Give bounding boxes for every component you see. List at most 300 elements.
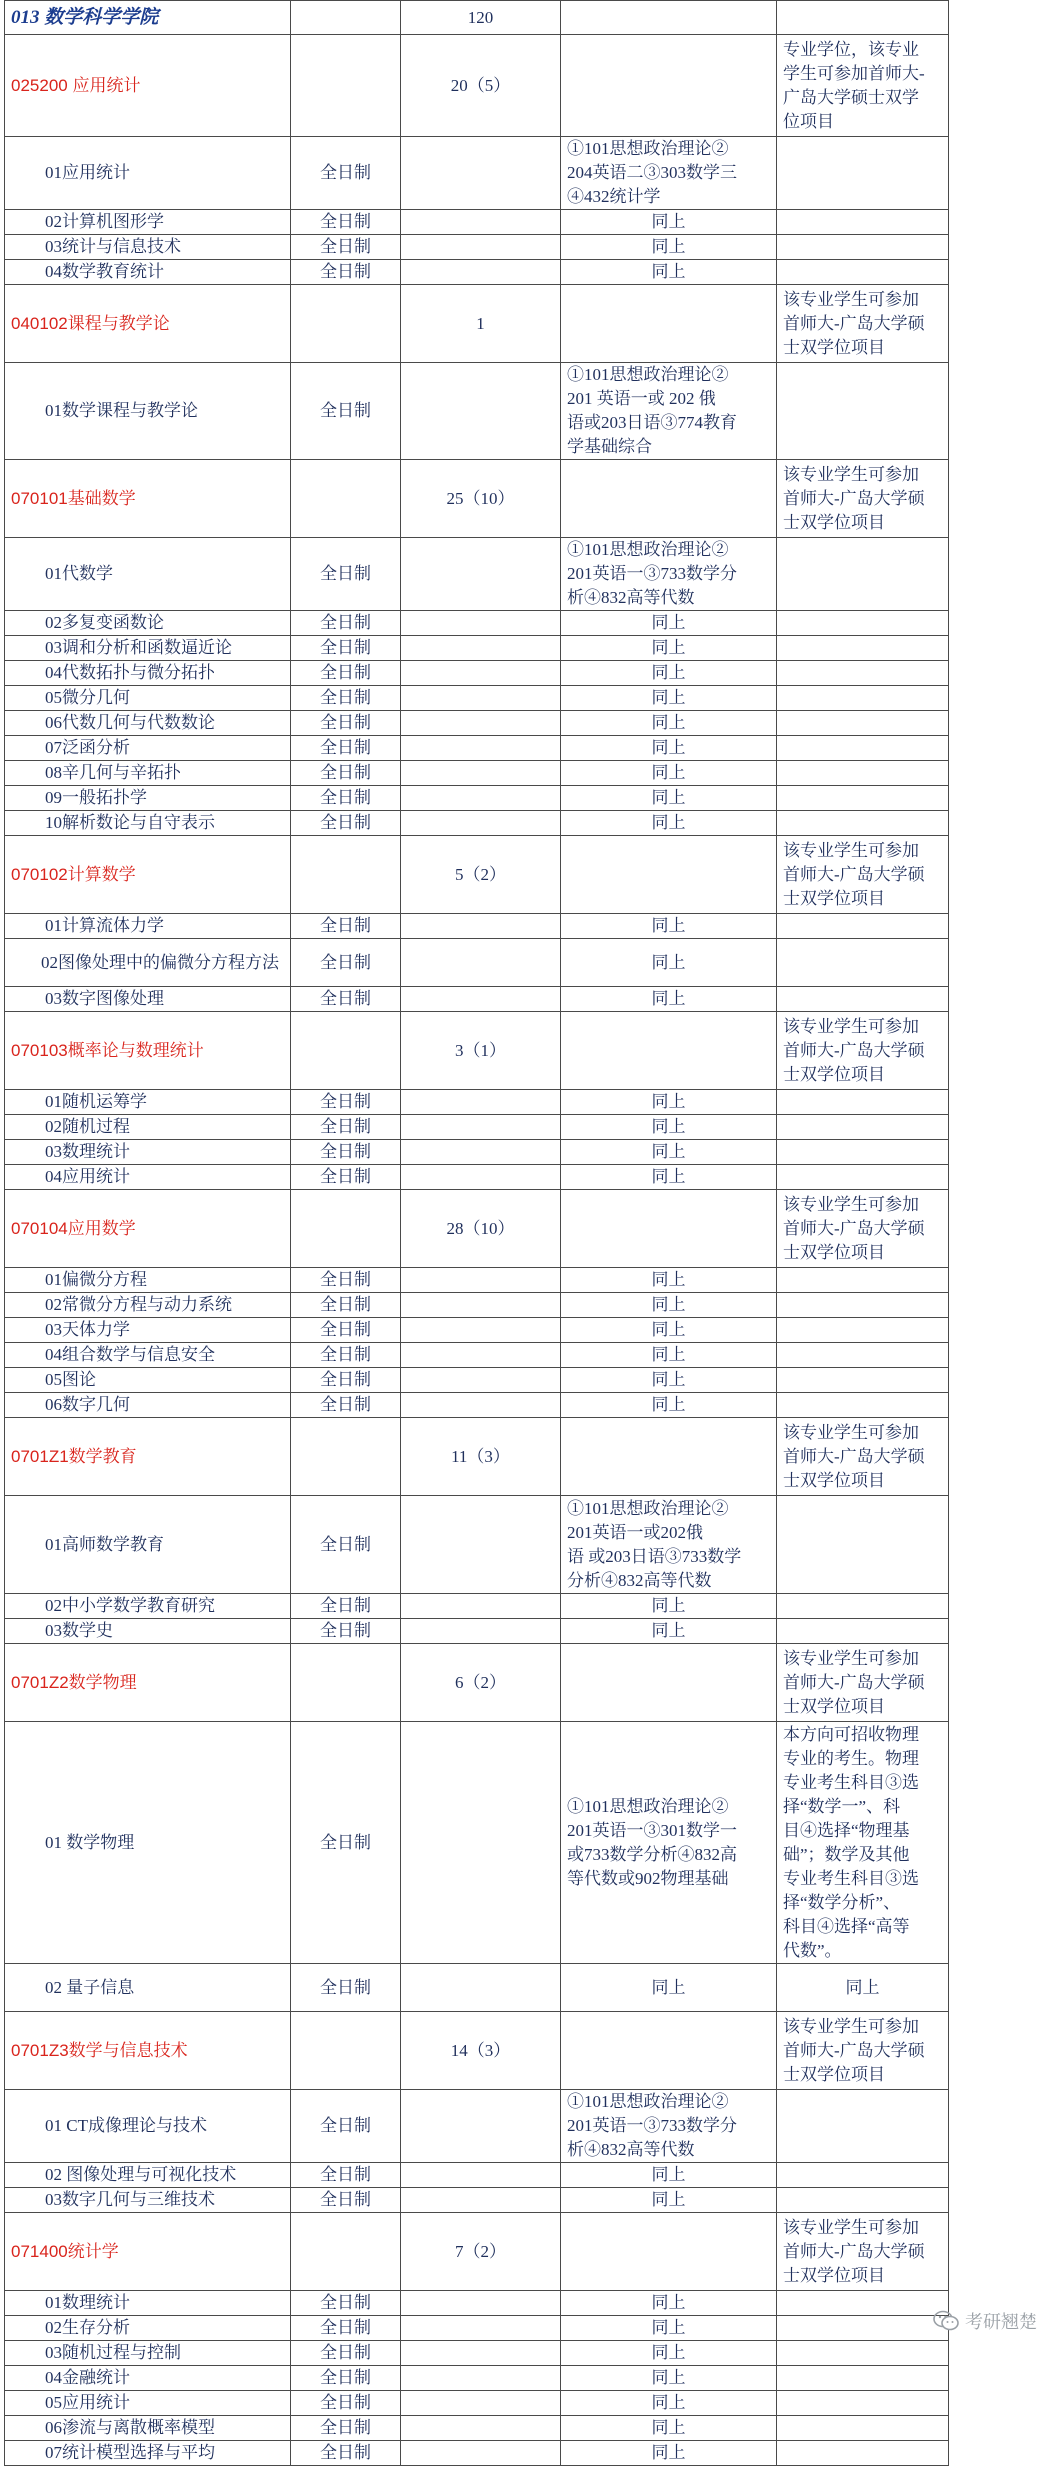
wechat-icon <box>933 2310 959 2332</box>
direction-row <box>5 661 949 686</box>
major-name-cell <box>5 1644 291 1722</box>
direction-quota-cell <box>401 363 561 460</box>
direction-row <box>5 1115 949 1140</box>
major-exam-cell <box>561 35 777 137</box>
direction-row <box>5 786 949 811</box>
direction-name: 01应用统计 <box>5 137 291 210</box>
direction-quota-cell <box>401 2341 561 2366</box>
major-note: 该专业学生可参加 首师大-广岛大学硕 士双学位项目 <box>777 1012 949 1090</box>
direction-name: 07统计模型选择与平均 <box>5 2441 291 2466</box>
major-quota: 3（1） <box>401 1012 561 1090</box>
direction-quota-cell <box>401 987 561 1012</box>
major-quota: 14（3） <box>401 2012 561 2090</box>
direction-note-cell <box>777 137 949 210</box>
major-mode-cell <box>291 35 401 137</box>
direction-note-cell <box>777 939 949 987</box>
exam-same-as-above: 同上 <box>561 914 777 939</box>
direction-name: 05微分几何 <box>5 686 291 711</box>
study-mode: 全日制 <box>291 711 401 736</box>
study-mode: 全日制 <box>291 2416 401 2441</box>
direction-note-cell <box>777 235 949 260</box>
major-quota: 7（2） <box>401 2213 561 2291</box>
direction-quota-cell <box>401 260 561 285</box>
exam-same-as-above: 同上 <box>561 260 777 285</box>
direction-note-cell <box>777 2090 949 2163</box>
exam-same-as-above: 同上 <box>561 1619 777 1644</box>
major-quota: 5（2） <box>401 836 561 914</box>
direction-quota-cell <box>401 1343 561 1368</box>
exam-same-as-above: 同上 <box>561 1964 777 2012</box>
exam-same-as-above: 同上 <box>561 1140 777 1165</box>
study-mode: 全日制 <box>291 1368 401 1393</box>
direction-row <box>5 1090 949 1115</box>
direction-quota-cell <box>401 235 561 260</box>
direction-note-cell <box>777 210 949 235</box>
study-mode: 全日制 <box>291 1619 401 1644</box>
study-mode: 全日制 <box>291 1964 401 2012</box>
direction-row <box>5 1393 949 1418</box>
major-name: 070101基础数学 <box>11 488 136 508</box>
study-mode: 全日制 <box>291 2391 401 2416</box>
major-mode-cell <box>291 1418 401 1496</box>
major-row <box>5 35 949 137</box>
direction-quota-cell <box>401 2090 561 2163</box>
direction-note-cell <box>777 811 949 836</box>
direction-name: 02图像处理中的偏微分方程方法 <box>5 939 291 987</box>
major-exam-cell <box>561 836 777 914</box>
direction-note-cell <box>777 1496 949 1594</box>
direction-note-cell <box>777 1268 949 1293</box>
direction-name: 01数学课程与教学论 <box>5 363 291 460</box>
exam-same-as-above: 同上 <box>561 1343 777 1368</box>
direction-quota-cell <box>401 2163 561 2188</box>
direction-note-cell <box>777 1293 949 1318</box>
exam-same-as-above: 同上 <box>561 2366 777 2391</box>
direction-quota-cell <box>401 786 561 811</box>
direction-note-cell <box>777 686 949 711</box>
direction-note-cell <box>777 1318 949 1343</box>
direction-note-cell <box>777 2341 949 2366</box>
major-name: 0701Z1数学教育 <box>11 1446 137 1466</box>
study-mode: 全日制 <box>291 210 401 235</box>
exam-same-as-above: 同上 <box>561 235 777 260</box>
major-quota: 25（10） <box>401 460 561 538</box>
direction-quota-cell <box>401 811 561 836</box>
exam-same-as-above: 同上 <box>561 1115 777 1140</box>
exam-same-as-above: 同上 <box>561 939 777 987</box>
direction-name: 04应用统计 <box>5 1165 291 1190</box>
direction-quota-cell <box>401 1722 561 1964</box>
direction-quota-cell <box>401 137 561 210</box>
study-mode: 全日制 <box>291 636 401 661</box>
study-mode: 全日制 <box>291 2163 401 2188</box>
exam-same-as-above: 同上 <box>561 1293 777 1318</box>
major-quota: 20（5） <box>401 35 561 137</box>
direction-row <box>5 538 949 611</box>
exam-same-as-above: 同上 <box>561 1318 777 1343</box>
exam-same-as-above: 同上 <box>561 636 777 661</box>
direction-row <box>5 987 949 1012</box>
direction-row <box>5 1318 949 1343</box>
direction-row <box>5 2416 949 2441</box>
major-exam-cell <box>561 1644 777 1722</box>
direction-row <box>5 2188 949 2213</box>
study-mode: 全日制 <box>291 1115 401 1140</box>
study-mode: 全日制 <box>291 538 401 611</box>
direction-name: 04组合数学与信息安全 <box>5 1343 291 1368</box>
study-mode: 全日制 <box>291 235 401 260</box>
direction-note-cell <box>777 1594 949 1619</box>
exam-same-as-above: 同上 <box>561 1368 777 1393</box>
exam-same-as-above: 同上 <box>561 2391 777 2416</box>
study-mode: 全日制 <box>291 137 401 210</box>
direction-quota-cell <box>401 1268 561 1293</box>
college-name: 013 数学科学学院 <box>11 6 159 28</box>
exam-same-as-above: 同上 <box>561 786 777 811</box>
major-name: 025200 应用统计 <box>11 75 141 95</box>
exam-subjects: ①101思想政治理论② 204英语二③303数学三 ④432统计学 <box>561 137 777 210</box>
direction-note-cell <box>777 1368 949 1393</box>
exam-subjects: ①101思想政治理论② 201英语一③733数学分 析④832高等代数 <box>561 538 777 611</box>
major-name-cell <box>5 2012 291 2090</box>
direction-note-cell <box>777 1140 949 1165</box>
direction-name: 01 CT成像理论与技术 <box>5 2090 291 2163</box>
major-name-cell <box>5 1418 291 1496</box>
direction-note-cell <box>777 2188 949 2213</box>
major-row <box>5 2213 949 2291</box>
direction-name: 01随机运筹学 <box>5 1090 291 1115</box>
study-mode: 全日制 <box>291 1140 401 1165</box>
direction-row <box>5 2316 949 2341</box>
major-row <box>5 285 949 363</box>
direction-name: 04数学教育统计 <box>5 260 291 285</box>
exam-same-as-above: 同上 <box>561 210 777 235</box>
major-mode-cell <box>291 460 401 538</box>
direction-quota-cell <box>401 611 561 636</box>
major-name: 070104应用数学 <box>11 1218 136 1238</box>
direction-note-cell <box>777 1619 949 1644</box>
direction-quota-cell <box>401 2188 561 2213</box>
direction-note-cell <box>777 2416 949 2441</box>
direction-quota-cell <box>401 1619 561 1644</box>
direction-name: 08辛几何与辛拓扑 <box>5 761 291 786</box>
study-mode: 全日制 <box>291 2090 401 2163</box>
major-mode-cell <box>291 285 401 363</box>
direction-note: 同上 <box>777 1964 949 2012</box>
direction-name: 05应用统计 <box>5 2391 291 2416</box>
major-name-cell <box>5 285 291 363</box>
direction-name: 05图论 <box>5 1368 291 1393</box>
study-mode: 全日制 <box>291 1318 401 1343</box>
direction-note-cell <box>777 1115 949 1140</box>
exam-same-as-above: 同上 <box>561 736 777 761</box>
major-quota: 11（3） <box>401 1418 561 1496</box>
direction-name: 02 图像处理与可视化技术 <box>5 2163 291 2188</box>
direction-quota-cell <box>401 1090 561 1115</box>
direction-note-cell <box>777 611 949 636</box>
direction-row <box>5 2291 949 2316</box>
exam-same-as-above: 同上 <box>561 761 777 786</box>
exam-same-as-above: 同上 <box>561 1393 777 1418</box>
direction-name: 02 量子信息 <box>5 1964 291 2012</box>
direction-quota-cell <box>401 686 561 711</box>
direction-row <box>5 2391 949 2416</box>
direction-row <box>5 761 949 786</box>
study-mode: 全日制 <box>291 914 401 939</box>
direction-row <box>5 1594 949 1619</box>
direction-quota-cell <box>401 2316 561 2341</box>
direction-name: 03数字几何与三维技术 <box>5 2188 291 2213</box>
direction-note-cell <box>777 538 949 611</box>
exam-same-as-above: 同上 <box>561 686 777 711</box>
study-mode: 全日制 <box>291 786 401 811</box>
study-mode: 全日制 <box>291 1165 401 1190</box>
direction-row <box>5 2090 949 2163</box>
study-mode: 全日制 <box>291 811 401 836</box>
direction-row <box>5 2366 949 2391</box>
exam-same-as-above: 同上 <box>561 2416 777 2441</box>
direction-row <box>5 611 949 636</box>
major-mode-cell <box>291 1012 401 1090</box>
major-name-cell <box>5 836 291 914</box>
major-row <box>5 1644 949 1722</box>
direction-row <box>5 1964 949 2012</box>
direction-note-cell <box>777 636 949 661</box>
direction-quota-cell <box>401 711 561 736</box>
direction-quota-cell <box>401 1165 561 1190</box>
major-exam-cell <box>561 1190 777 1268</box>
study-mode: 全日制 <box>291 1393 401 1418</box>
direction-row <box>5 2163 949 2188</box>
major-name-cell <box>5 35 291 137</box>
major-name-cell <box>5 1190 291 1268</box>
direction-note-cell <box>777 786 949 811</box>
major-row <box>5 1190 949 1268</box>
major-quota: 1 <box>401 285 561 363</box>
college-row <box>5 1 949 35</box>
direction-note-cell <box>777 2441 949 2466</box>
exam-same-as-above: 同上 <box>561 987 777 1012</box>
direction-row <box>5 939 949 987</box>
direction-note-cell <box>777 2163 949 2188</box>
exam-same-as-above: 同上 <box>561 2163 777 2188</box>
college-mode-cell <box>291 1 401 35</box>
enrollment-table <box>4 0 949 2466</box>
watermark-text: 考研翘楚 <box>965 2312 1037 2333</box>
direction-name: 03天体力学 <box>5 1318 291 1343</box>
study-mode: 全日制 <box>291 363 401 460</box>
direction-name: 10解析数论与自守表示 <box>5 811 291 836</box>
major-note: 专业学位，该专业 学生可参加首师大- 广岛大学硕士双学 位项目 <box>777 35 949 137</box>
direction-row <box>5 1619 949 1644</box>
direction-row <box>5 686 949 711</box>
direction-quota-cell <box>401 2391 561 2416</box>
study-mode: 全日制 <box>291 939 401 987</box>
exam-same-as-above: 同上 <box>561 2188 777 2213</box>
study-mode: 全日制 <box>291 686 401 711</box>
direction-quota-cell <box>401 736 561 761</box>
direction-quota-cell <box>401 914 561 939</box>
college-exam-cell <box>561 1 777 35</box>
study-mode: 全日制 <box>291 1343 401 1368</box>
major-mode-cell <box>291 836 401 914</box>
direction-note-cell <box>777 661 949 686</box>
exam-same-as-above: 同上 <box>561 1090 777 1115</box>
exam-subjects: ①101思想政治理论② 201 英语一或 202 俄 语或203日语③774教育 学基础综合 <box>561 363 777 460</box>
direction-name: 01偏微分方程 <box>5 1268 291 1293</box>
direction-row <box>5 235 949 260</box>
major-name-cell <box>5 460 291 538</box>
major-note: 该专业学生可参加 首师大-广岛大学硕 士双学位项目 <box>777 2213 949 2291</box>
direction-name: 02中小学数学教育研究 <box>5 1594 291 1619</box>
direction-note-cell <box>777 2391 949 2416</box>
direction-note-cell <box>777 2316 949 2341</box>
direction-name: 02随机过程 <box>5 1115 291 1140</box>
exam-subjects: ①101思想政治理论② 201英语一或202俄 语 或203日语③733数学 分析④832高等代数 <box>561 1496 777 1594</box>
direction-quota-cell <box>401 210 561 235</box>
study-mode: 全日制 <box>291 2366 401 2391</box>
direction-name: 02多复变函数论 <box>5 611 291 636</box>
exam-same-as-above: 同上 <box>561 661 777 686</box>
major-mode-cell <box>291 2012 401 2090</box>
exam-same-as-above: 同上 <box>561 1594 777 1619</box>
direction-row <box>5 1722 949 1964</box>
major-name: 0701Z3数学与信息技术 <box>11 2040 188 2060</box>
college-note-cell <box>777 1 949 35</box>
study-mode: 全日制 <box>291 1293 401 1318</box>
study-mode: 全日制 <box>291 736 401 761</box>
direction-row <box>5 636 949 661</box>
direction-quota-cell <box>401 636 561 661</box>
direction-quota-cell <box>401 939 561 987</box>
major-note: 该专业学生可参加 首师大-广岛大学硕 士双学位项目 <box>777 2012 949 2090</box>
study-mode: 全日制 <box>291 2188 401 2213</box>
direction-row <box>5 1140 949 1165</box>
direction-name: 06渗流与离散概率模型 <box>5 2416 291 2441</box>
major-name: 070103概率论与数理统计 <box>11 1040 204 1060</box>
direction-name: 04代数拓扑与微分拓扑 <box>5 661 291 686</box>
direction-note-cell <box>777 1343 949 1368</box>
direction-row <box>5 210 949 235</box>
exam-same-as-above: 同上 <box>561 711 777 736</box>
direction-quota-cell <box>401 1964 561 2012</box>
major-note: 该专业学生可参加 首师大-广岛大学硕 士双学位项目 <box>777 285 949 363</box>
major-exam-cell <box>561 2012 777 2090</box>
direction-note-cell <box>777 1393 949 1418</box>
direction-note-cell <box>777 1165 949 1190</box>
study-mode: 全日制 <box>291 1090 401 1115</box>
direction-quota-cell <box>401 2366 561 2391</box>
direction-name: 03统计与信息技术 <box>5 235 291 260</box>
major-name: 071400统计学 <box>11 2241 119 2261</box>
direction-name: 06数字几何 <box>5 1393 291 1418</box>
study-mode: 全日制 <box>291 260 401 285</box>
major-mode-cell <box>291 2213 401 2291</box>
direction-row <box>5 811 949 836</box>
watermark <box>933 2308 1037 2334</box>
major-exam-cell <box>561 285 777 363</box>
major-note: 该专业学生可参加 首师大-广岛大学硕 士双学位项目 <box>777 1418 949 1496</box>
direction-name: 03数理统计 <box>5 1140 291 1165</box>
exam-same-as-above: 同上 <box>561 2441 777 2466</box>
direction-row <box>5 1343 949 1368</box>
direction-quota-cell <box>401 1140 561 1165</box>
direction-name: 04金融统计 <box>5 2366 291 2391</box>
direction-quota-cell <box>401 1368 561 1393</box>
direction-note-cell <box>777 761 949 786</box>
major-name: 070102计算数学 <box>11 864 136 884</box>
major-name: 0701Z2数学物理 <box>11 1672 137 1692</box>
exam-same-as-above: 同上 <box>561 2291 777 2316</box>
direction-quota-cell <box>401 538 561 611</box>
direction-name: 01计算流体力学 <box>5 914 291 939</box>
major-quota: 28（10） <box>401 1190 561 1268</box>
direction-note: 本方向可招收物理 专业的考生。物理 专业考生科目③选 择“数学一”、科 目④选择“物理基 础”；数学及其他 专业考生科目③选 择“数学分析”、 科目④选择“高等 代数”。 <box>777 1722 949 1964</box>
direction-quota-cell <box>401 2416 561 2441</box>
direction-row <box>5 137 949 210</box>
study-mode: 全日制 <box>291 1496 401 1594</box>
direction-name: 03调和分析和函数逼近论 <box>5 636 291 661</box>
direction-row <box>5 1165 949 1190</box>
direction-row <box>5 1368 949 1393</box>
exam-same-as-above: 同上 <box>561 611 777 636</box>
study-mode: 全日制 <box>291 611 401 636</box>
major-mode-cell <box>291 1190 401 1268</box>
exam-same-as-above: 同上 <box>561 811 777 836</box>
direction-name: 02计算机图形学 <box>5 210 291 235</box>
direction-row <box>5 363 949 460</box>
exam-subjects: ①101思想政治理论② 201英语一③301数学一 或733数学分析④832高 等代数或902物理基础 <box>561 1722 777 1964</box>
direction-name: 03数字图像处理 <box>5 987 291 1012</box>
major-mode-cell <box>291 1644 401 1722</box>
direction-name: 01高师数学教育 <box>5 1496 291 1594</box>
direction-quota-cell <box>401 2291 561 2316</box>
direction-row <box>5 1268 949 1293</box>
major-note: 该专业学生可参加 首师大-广岛大学硕 士双学位项目 <box>777 460 949 538</box>
study-mode: 全日制 <box>291 2316 401 2341</box>
major-row <box>5 1418 949 1496</box>
study-mode: 全日制 <box>291 1268 401 1293</box>
direction-note-cell <box>777 987 949 1012</box>
direction-name: 01代数学 <box>5 538 291 611</box>
direction-quota-cell <box>401 1115 561 1140</box>
direction-row <box>5 2341 949 2366</box>
direction-row <box>5 1496 949 1594</box>
study-mode: 全日制 <box>291 2441 401 2466</box>
direction-note-cell <box>777 363 949 460</box>
major-row <box>5 836 949 914</box>
direction-row <box>5 2441 949 2466</box>
direction-name: 01数理统计 <box>5 2291 291 2316</box>
major-row <box>5 460 949 538</box>
major-note: 该专业学生可参加 首师大-广岛大学硕 士双学位项目 <box>777 836 949 914</box>
direction-note-cell <box>777 1090 949 1115</box>
major-quota: 6（2） <box>401 1644 561 1722</box>
major-row <box>5 2012 949 2090</box>
direction-quota-cell <box>401 1496 561 1594</box>
direction-quota-cell <box>401 761 561 786</box>
direction-note-cell <box>777 736 949 761</box>
direction-note-cell <box>777 2366 949 2391</box>
exam-same-as-above: 同上 <box>561 2316 777 2341</box>
direction-row <box>5 260 949 285</box>
study-mode: 全日制 <box>291 2341 401 2366</box>
direction-name: 03数学史 <box>5 1619 291 1644</box>
study-mode: 全日制 <box>291 761 401 786</box>
major-note: 该专业学生可参加 首师大-广岛大学硕 士双学位项目 <box>777 1190 949 1268</box>
study-mode: 全日制 <box>291 661 401 686</box>
direction-row <box>5 736 949 761</box>
